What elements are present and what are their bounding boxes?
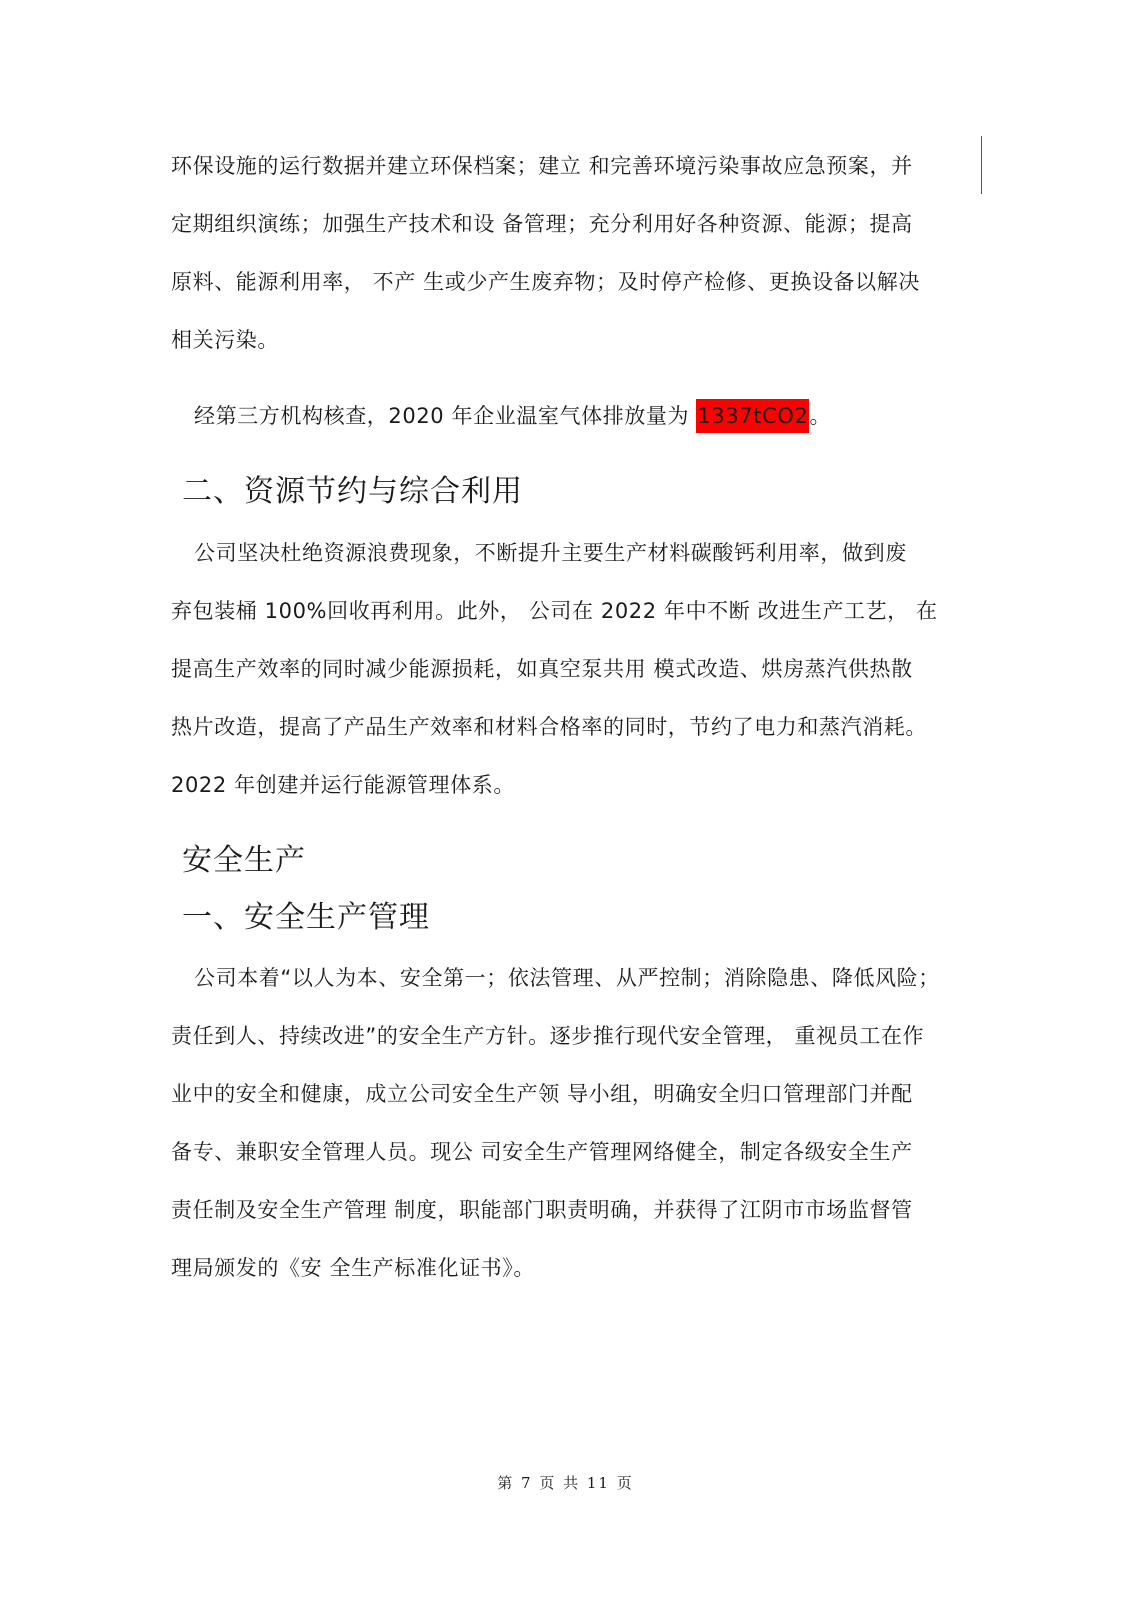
- emission-line: [194, 401, 831, 431]
- paragraph-line: 热片改造，提高了产品生产效率和材料合格率的同时，节约了电力和蒸汽消耗。: [171, 715, 927, 739]
- paragraph-line: 相关污染。: [171, 328, 279, 352]
- paragraph-line: 弃包装桶 100%回收再利用。此外， 公司在 2022 年中不断 改进生产工艺， 在: [171, 599, 938, 623]
- emission-value-highlight: 1337tCO2: [696, 399, 809, 433]
- paragraph-line: 责任到人、持续改进”的安全生产方针。逐步推行现代安全管理， 重视员工在作: [171, 1024, 925, 1048]
- paragraph-line: 备专、兼职安全管理人员。现公 司安全生产管理网络健全，制定各级安全生产: [171, 1140, 913, 1164]
- paragraph-line: 提高生产效率的同时减少能源损耗，如真空泵共用 模式改造、烘房蒸汽供热散: [171, 657, 913, 681]
- section-heading-resource: 二、资源节约与综合利用: [182, 474, 523, 509]
- paragraph-line: 理局颁发的《安 全生产标准化证书》。: [171, 1256, 535, 1280]
- paragraph-line: 定期组织演练；加强生产技术和设 备管理；充分利用好各种资源、能源；提高: [171, 212, 913, 236]
- paragraph-line: 责任制及安全生产管理 制度，职能部门职责明确，并获得了江阴市市场监督管: [171, 1198, 913, 1222]
- paragraph-line: 业中的安全和健康，成立公司安全生产领 导小组，明确安全归口管理部门并配: [171, 1082, 913, 1106]
- paragraph-line: 公司本着“以人为本、安全第一；依法管理、从严控制；消除隐患、降低风险；: [194, 966, 940, 990]
- paragraph-line: 原料、能源利用率， 不产 生或少产生废弃物；及时停产检修、更换设备以解决: [171, 270, 920, 294]
- section-heading-safety: 一、安全生产管理: [182, 900, 430, 935]
- margin-change-bar: [981, 136, 982, 194]
- paragraph-line: 2022 年创建并运行能源管理体系。: [171, 773, 515, 797]
- paragraph-line: 环保设施的运行数据并建立环保档案；建立 和完善环境污染事故应急预案，并: [171, 154, 913, 178]
- page-number: 第 7 页 共 11 页: [497, 1474, 634, 1492]
- emission-suffix: 。: [809, 404, 832, 428]
- paragraph-line: 公司坚决杜绝资源浪费现象，不断提升主要生产材料碳酸钙利用率，做到废: [194, 541, 907, 565]
- chapter-title-safety: 安全生产: [182, 843, 306, 878]
- emission-prefix: 经第三方机构核查，2020 年企业温室气体排放量为: [194, 404, 697, 428]
